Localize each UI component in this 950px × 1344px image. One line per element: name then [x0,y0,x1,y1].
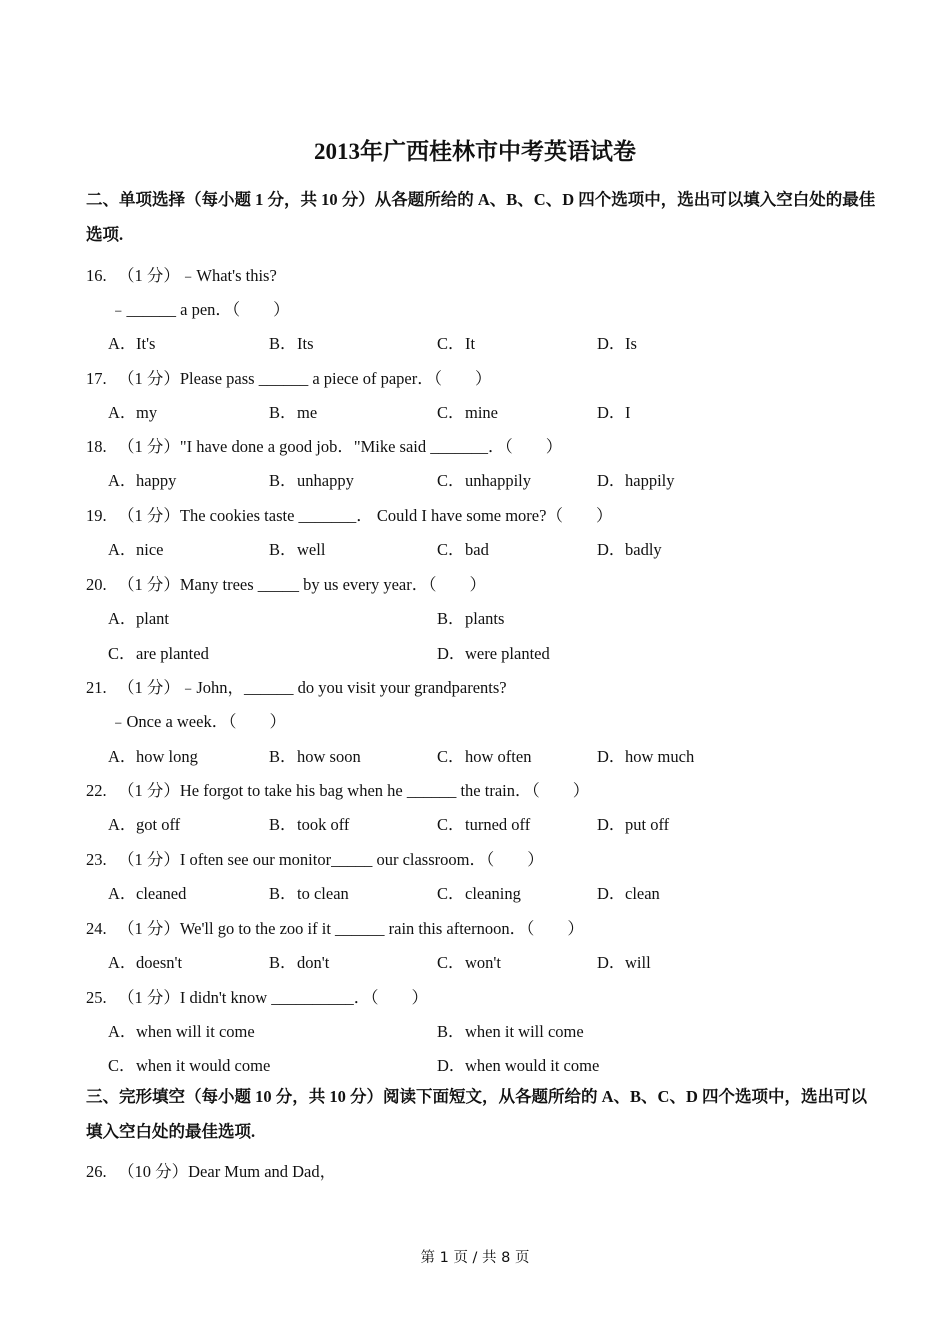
option-d: D．happily [597,471,675,490]
option-d: D．I [597,403,631,422]
option-d: D．Is [597,334,637,353]
question-number: 18. [86,437,107,456]
option-c: C．cleaning [437,884,521,903]
question-number: 17. [86,369,107,388]
option-d: D．how much [597,747,695,766]
question-23 [86,846,544,870]
question-text: （1 分）I didn't know __________．（ ） [118,988,429,1007]
question-text: （1 分）We'll go to the zoo if it ______ rain this afternoon．（ ） [118,919,584,938]
option-c: C．how often [437,747,532,766]
option-a: A．got off [108,815,181,834]
option-c: C．bad [437,540,489,559]
option-a: A．how long [108,747,198,766]
question-number: 24. [86,919,107,938]
option-c: C．are planted [108,644,209,663]
option-d: D．will [597,953,651,972]
question-21 [86,674,507,698]
option-d: D．were planted [437,644,550,663]
option-b: B．plants [437,609,505,628]
question-21-subline: ﹣Once a week．（ ） [110,712,286,731]
question-22 [86,777,589,801]
question-text: （1 分）"I have done a good job．"Mike said _______．（ ） [118,437,563,456]
question-18 [86,433,562,457]
question-number: 22. [86,781,107,800]
option-c: C．won't [437,953,501,972]
option-a: A．nice [108,540,164,559]
option-a: A．my [108,403,158,422]
option-c: C．It [437,334,476,353]
option-b: B．when it will come [437,1022,584,1041]
question-text: （1 分）﹣John，______ do you visit your grandparents? [118,678,507,697]
option-c: C．turned off [437,815,531,834]
question-16-subline: ﹣______ a pen．（ ） [110,300,290,319]
question-text: （1 分）﹣What's this? [118,266,277,285]
page-title: 2013年广西桂林市中考英语试卷 [314,139,636,164]
question-text: （1 分）Please pass ______ a piece of paper．（ ） [118,369,492,388]
question-number: 21. [86,678,107,697]
question-text: （1 分）Many trees _____ by us every year．（ ） [118,575,486,594]
option-d: D．when would it come [437,1056,600,1075]
question-text: （10 分）Dear Mum and Dad， [118,1162,337,1181]
question-text: （1 分）The cookies taste _______． Could I have some more?（ ） [118,506,613,525]
section-2-heading: 二、单项选择（每小题 1 分，共 10 分）从各题所给的 A、B、C、D 四个选项中，选出可以填入空白处的最佳选项. [86,190,876,244]
question-number: 19. [86,506,107,525]
question-16 [86,262,277,286]
option-b: B．don't [269,953,330,972]
question-25 [86,984,428,1008]
question-number: 25. [86,988,107,1007]
option-b: B．unhappy [269,471,354,490]
option-a: A．plant [108,609,169,628]
question-17 [86,365,491,389]
option-a: A．happy [108,471,177,490]
option-b: B．Its [269,334,314,353]
option-a: A．doesn't [108,953,183,972]
option-b: B．me [269,403,318,422]
option-b: B．took off [269,815,350,834]
option-a: A．cleaned [108,884,187,903]
option-b: B．to clean [269,884,349,903]
option-b: B．well [269,540,326,559]
question-number: 20. [86,575,107,594]
option-c: C．when it would come [108,1056,271,1075]
option-b: B．how soon [269,747,361,766]
option-d: D．put off [597,815,670,834]
option-a: A．when will it come [108,1022,255,1041]
question-26 [86,1158,336,1182]
question-number: 26. [86,1162,107,1181]
question-19 [86,502,612,526]
question-24 [86,915,584,939]
option-d: D．badly [597,540,662,559]
question-number: 23. [86,850,107,869]
option-a: A．It's [108,334,156,353]
question-text: （1 分）He forgot to take his bag when he ______ the train．（ ） [118,781,590,800]
question-text: （1 分）I often see our monitor_____ our classroom．（ ） [118,850,544,869]
option-c: C．unhappily [437,471,531,490]
page-footer: 第 1 页 / 共 8 页 [420,1250,530,1266]
option-c: C．mine [437,403,498,422]
question-number: 16. [86,266,107,285]
question-20 [86,571,486,595]
option-d: D．clean [597,884,660,903]
section-3-heading: 三、完形填空（每小题 10 分，共 10 分）阅读下面短文，从各题所给的 A、B、C、D 四个选项中，选出可以填入空白处的最佳选项. [86,1087,868,1141]
